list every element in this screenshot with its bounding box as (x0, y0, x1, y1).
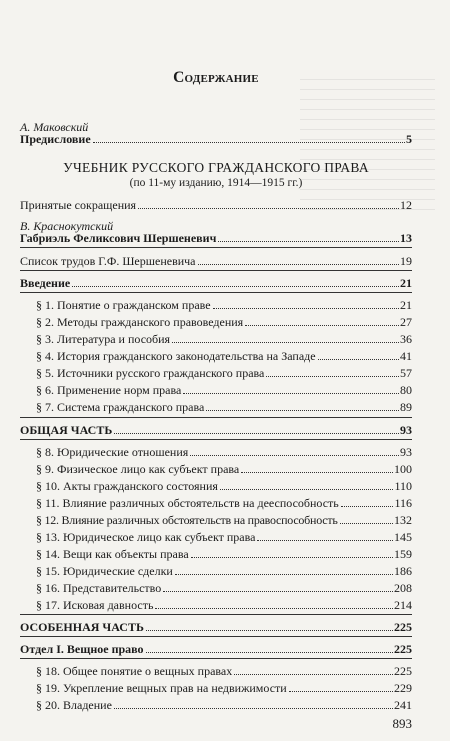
toc-entry[interactable] (36, 579, 412, 595)
toc-entry[interactable] (36, 511, 412, 527)
toc-entry-label: § 10. Акты гражданского состояния (36, 479, 218, 493)
toc-entry-label: § 8. Юридические отношения (36, 445, 189, 459)
toc-entry-label: § 14. Вещи как объекты права (36, 547, 189, 561)
toc-entry-label: ОСОБЕННАЯ ЧАСТЬ (20, 620, 144, 634)
toc-entry[interactable] (36, 347, 412, 363)
toc-entry-page: 13 (400, 231, 412, 245)
toc-entry-page: 12 (400, 198, 412, 212)
toc-entry-label: § 1. Понятие о гражданском праве (36, 298, 211, 312)
toc-entry-label: Введение (20, 276, 71, 290)
dot-leader (146, 630, 393, 631)
toc-entry-page: 214 (394, 598, 412, 612)
toc-entry-label: § 13. Юридическое лицо как субъект права (36, 530, 256, 544)
divider (20, 636, 412, 637)
dot-leader (93, 142, 405, 143)
toc-entry[interactable] (36, 330, 412, 346)
toc-entry-page: 5 (406, 132, 412, 146)
toc-entry-page: 36 (400, 332, 412, 346)
toc-entry[interactable] (36, 460, 412, 476)
toc-entry-abbreviations[interactable] (20, 196, 412, 212)
dot-leader (340, 523, 393, 524)
toc-entry-page: 116 (394, 496, 412, 510)
dot-leader (190, 455, 399, 456)
toc-entry-dept1[interactable] (20, 640, 412, 656)
toc-entry-label: § 20. Владение (36, 698, 112, 712)
toc-entry[interactable] (36, 562, 412, 578)
dot-leader (163, 591, 393, 592)
dot-leader (289, 691, 393, 692)
toc-entry[interactable] (36, 596, 412, 612)
toc-entry-page: 241 (394, 698, 412, 712)
dot-leader (241, 472, 393, 473)
toc-entry-page: 225 (394, 664, 412, 678)
toc-entry-label: ОБЩАЯ ЧАСТЬ (20, 423, 113, 437)
toc-entry-special-part[interactable] (20, 618, 412, 634)
toc-entry[interactable] (36, 679, 412, 695)
toc-entry-general-part[interactable] (20, 421, 412, 437)
toc-entry[interactable] (36, 443, 412, 459)
dot-leader (183, 393, 399, 394)
divider (20, 614, 412, 615)
toc-entry-page: 93 (400, 423, 412, 437)
toc-entry-label: § 2. Методы гражданского правоведения (36, 315, 244, 329)
toc-entry-label: § 17. Исковая давность (36, 598, 154, 612)
toc-entry-label: Предисловие (20, 132, 91, 146)
dot-leader (155, 608, 393, 609)
dot-leader (234, 674, 393, 675)
toc-entry-label: § 16. Представительство (36, 581, 162, 595)
divider (20, 658, 412, 659)
toc-entry-label: Список трудов Г.Ф. Шершеневича (20, 254, 196, 268)
toc-entry-page: 27 (400, 315, 412, 329)
toc-entry-label: § 12. Влияние различных обстоятельств на правоспособность (36, 513, 338, 527)
dot-leader (146, 652, 393, 653)
author-makovsky: А. Маковский (20, 120, 89, 134)
dot-leader (220, 489, 394, 490)
toc-entry-page: 41 (400, 349, 412, 363)
toc-entry-preface[interactable] (20, 130, 412, 146)
toc-entry-label: Принятые сокращения (20, 198, 137, 212)
dot-leader (114, 433, 399, 434)
dot-leader (175, 574, 393, 575)
toc-entry-page: 21 (400, 298, 412, 312)
dot-leader (257, 540, 393, 541)
toc-entry-page: 208 (394, 581, 412, 595)
toc-entry-page: 110 (394, 479, 412, 493)
toc-entry[interactable] (36, 696, 412, 712)
toc-entry-label: Отдел I. Вещное право (20, 642, 144, 656)
toc-entry-page: 89 (400, 400, 412, 414)
toc-entry-shershenevich[interactable] (20, 229, 412, 245)
toc-entry-page: 19 (400, 254, 412, 268)
toc-entry-label: § 3. Литература и пособия (36, 332, 171, 346)
divider (20, 439, 412, 440)
toc-entry-intro[interactable] (20, 274, 412, 290)
dot-leader (218, 241, 399, 242)
dot-leader (198, 264, 399, 265)
toc-entry-page: 21 (400, 276, 412, 290)
toc-entry-label: § 9. Физическое лицо как субъект права (36, 462, 240, 476)
dot-leader (114, 708, 393, 709)
divider (20, 247, 412, 248)
toc-entry[interactable] (36, 662, 412, 678)
toc-entry-page: 145 (394, 530, 412, 544)
toc-entry[interactable] (36, 313, 412, 329)
book-subtitle: (по 11-му изданию, 1914—1915 гг.) (129, 177, 303, 189)
dot-leader (318, 359, 399, 360)
toc-entry-page: 57 (400, 366, 412, 380)
toc-entry-label: § 5. Источники русского гражданского права (36, 366, 265, 380)
toc-entry[interactable] (36, 296, 412, 312)
toc-entry-label: § 7. Система гражданского права (36, 400, 205, 414)
toc-entry-page: 229 (394, 681, 412, 695)
dot-leader (191, 557, 393, 558)
toc-entry-label: § 11. Влияние различных обстоятельств на дееспособность (36, 496, 339, 510)
toc-entry[interactable] (36, 545, 412, 561)
toc-entry-page: 225 (394, 620, 412, 634)
author-krasnokutsky: В. Краснокутский (20, 219, 114, 233)
toc-entry-page: 132 (394, 513, 412, 527)
toc-entry-label: § 6. Применение норм права (36, 383, 182, 397)
dot-leader (245, 325, 399, 326)
toc-entry-label: § 19. Укрепление вещных прав на недвижимости (36, 681, 287, 695)
toc-entry-page: 225 (394, 642, 412, 656)
toc-entry-works-list[interactable] (20, 252, 412, 268)
book-title: УЧЕБНИК РУССКОГО ГРАЖДАНСКОГО ПРАВА (63, 160, 369, 175)
toc-entry-label: § 18. Общее понятие о вещных правах (36, 664, 233, 678)
dot-leader (72, 286, 399, 287)
toc-entry[interactable] (36, 398, 412, 414)
divider (20, 270, 412, 271)
toc-entry-page: 80 (400, 383, 412, 397)
page-number: 893 (392, 716, 412, 731)
dot-leader (206, 410, 399, 411)
toc-entry-page: 100 (394, 462, 412, 476)
dot-leader (213, 308, 399, 309)
toc-entry-page: 93 (400, 445, 412, 459)
toc-entry[interactable] (36, 494, 412, 510)
toc-entry-page: 159 (394, 547, 412, 561)
toc-entry[interactable] (36, 528, 412, 544)
toc-entry[interactable] (36, 477, 412, 493)
dot-leader (138, 208, 399, 209)
toc-entry-page: 186 (394, 564, 412, 578)
dot-leader (172, 342, 399, 343)
page-title: Содержание (173, 69, 259, 86)
toc-entry-label: Габриэль Феликсович Шершеневич (20, 231, 217, 245)
divider (20, 292, 412, 293)
toc-entry[interactable] (36, 364, 412, 380)
toc-entry[interactable] (36, 381, 412, 397)
dot-leader (266, 376, 399, 377)
toc-entry-label: § 4. История гражданского законодательства на Западе (36, 349, 316, 363)
divider (20, 417, 412, 418)
toc-entry-label: § 15. Юридические сделки (36, 564, 173, 578)
dot-leader (341, 506, 394, 507)
